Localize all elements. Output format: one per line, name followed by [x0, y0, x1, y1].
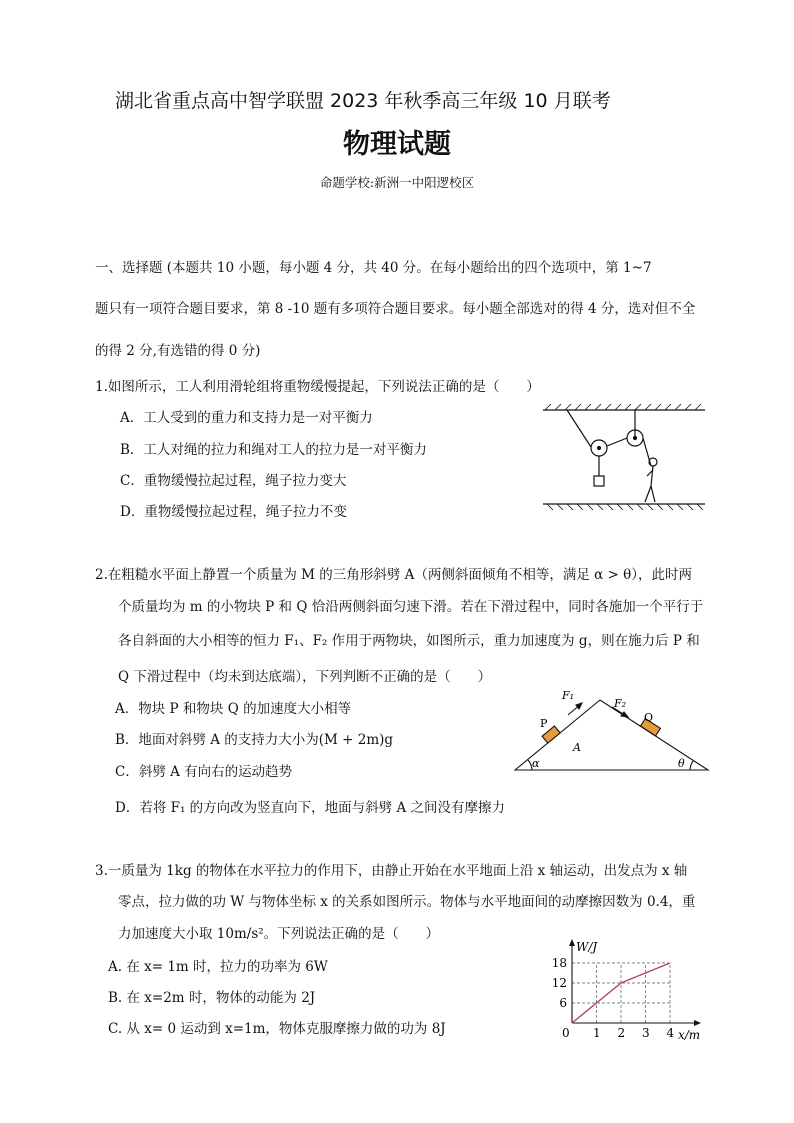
- q2-option-c: C．斜劈 A 有向右的运动趋势: [115, 764, 293, 780]
- q3-option-c: C. 从 x= 0 运动到 x=1m，物体克服摩擦力做的功为 8J: [108, 1021, 446, 1037]
- subject-title: 物理试题: [343, 129, 451, 160]
- q2-stem-line1: 2.在粗糙水平面上静置一个质量为 M 的三角形斜劈 A（两侧斜面倾角不相等，满足 α > θ），此时两: [95, 567, 693, 583]
- section-intro-line3: 的得 2 分,有选错的得 0 分): [95, 343, 261, 359]
- q3-stem-line1: 3.一质量为 1kg 的物体在水平拉力的作用下，由静止开始在水平地面上沿 x 轴运动，出发点为 x 轴: [95, 863, 688, 879]
- q2-stem-line3: 各自斜面的大小相等的恒力 F₁、F₂ 作用于两物块，如图所示，重力加速度为 g，则在施力后 P 和: [118, 633, 700, 649]
- q3-option-b: B. 在 x=2m 时，物体的动能为 2J: [108, 990, 316, 1006]
- chart-xtick-label: 0: [562, 1026, 570, 1040]
- q2-label-f2: F₂: [614, 697, 627, 710]
- q2-wedge-figure: [510, 685, 715, 775]
- q2-stem-line2: 个质量均为 m 的小物块 P 和 Q 恰沿两侧斜面匀速下滑。若在下滑过程中，同时各施加一个平行于: [118, 599, 704, 615]
- chart-ytick-label: 12: [551, 976, 567, 990]
- section-intro-line2: 题只有一项符合题目要求，第 8 -10 题有多项符合题目要求。每小题全部选对的得 4 分，选对但不全: [95, 301, 696, 317]
- q2-label-f1: F₁: [562, 689, 575, 702]
- q1-stem: 1.如图所示，工人利用滑轮组将重物缓慢提起，下列说法正确的是（ ）: [95, 379, 540, 395]
- q1-pulley-figure: [535, 400, 715, 518]
- q1-option-c: C．重物缓慢拉起过程，绳子拉力变大: [120, 473, 347, 489]
- chart-xlabel: x/m: [678, 1028, 701, 1042]
- chart-xtick-label: 4: [666, 1026, 675, 1040]
- q2-stem-line4: Q 下滑过程中（均未到达底端），下列判断不正确的是（ ）: [118, 669, 492, 685]
- q2-label-p: P: [540, 717, 548, 730]
- q3-stem-line3: 力加速度大小取 10m/s²。下列说法正确的是（ ）: [118, 926, 440, 942]
- q3-work-chart: [545, 935, 710, 1045]
- q2-label-theta: θ: [678, 757, 685, 770]
- chart-ytick-label: 18: [551, 956, 567, 970]
- q2-option-d: D．若将 F₁ 的方向改为竖直向下，地面与斜劈 A 之间没有摩擦力: [115, 800, 506, 816]
- exam-title: 湖北省重点高中智学联盟 2023 年秋季高三年级 10 月联考: [115, 90, 611, 112]
- chart-ytick-label: 6: [559, 996, 567, 1010]
- q2-label-alpha: α: [532, 757, 540, 770]
- chart-xtick-label: 2: [617, 1026, 626, 1040]
- chart-ylabel: W/J: [576, 940, 598, 954]
- setter-school: 命题学校:新洲一中阳逻校区: [319, 175, 475, 190]
- chart-xtick-label: 1: [593, 1026, 601, 1040]
- q3-option-a: A. 在 x= 1m 时，拉力的功率为 6W: [108, 959, 328, 975]
- q1-option-a: A．工人受到的重力和支持力是一对平衡力: [120, 410, 373, 426]
- q2-option-b: B．地面对斜劈 A 的支持力大小为(M + 2m)g: [115, 732, 394, 748]
- q2-label-q: Q: [644, 711, 654, 724]
- section-intro-line1: 一、选择题 (本题共 10 小题，每小题 4 分，共 40 分。在每小题给出的四个选项中，第 1~7: [95, 260, 652, 276]
- chart-xtick-label: 3: [642, 1026, 650, 1040]
- q2-option-a: A．物块 P 和物块 Q 的加速度大小相等: [115, 701, 352, 717]
- q3-stem-line2: 零点，拉力做的功 W 与物体坐标 x 的关系如图所示。物体与水平地面间的动摩擦因数为 0.4，重: [118, 894, 696, 910]
- q1-option-d: D．重物缓慢拉起过程，绳子拉力不变: [120, 504, 347, 520]
- q1-option-b: B．工人对绳的拉力和绳对工人的拉力是一对平衡力: [120, 442, 427, 458]
- q2-label-a: A: [573, 741, 581, 754]
